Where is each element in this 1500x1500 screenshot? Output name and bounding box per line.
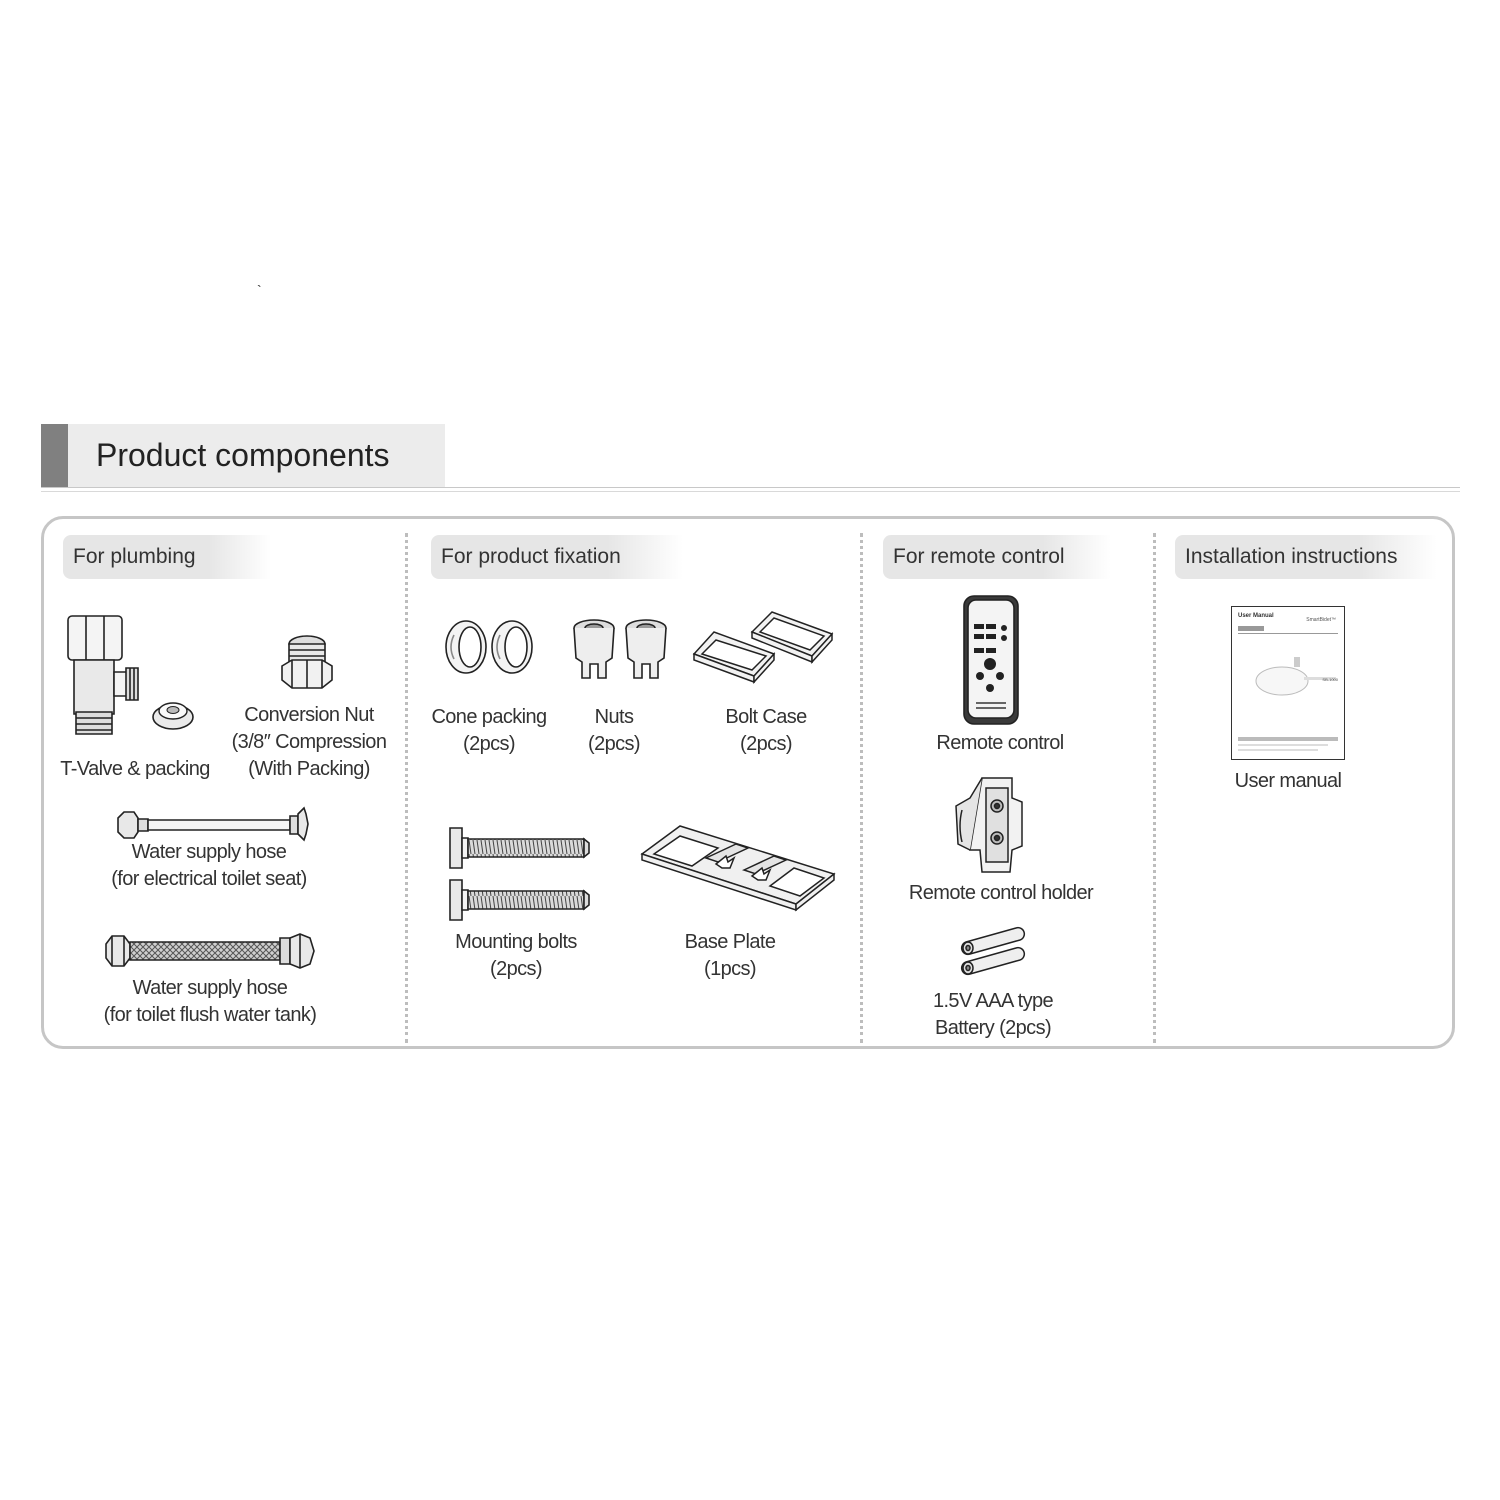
hose-tank-caption: Water supply hose (for toilet flush water tank)	[103, 977, 317, 1026]
conversion-nut-icon	[278, 632, 336, 692]
hose-electrical-caption: Water supply hose (for electrical toilet seat)	[111, 841, 307, 890]
bolt-case-caption: Bolt Case (2pcs)	[725, 706, 807, 755]
conversion-nut-caption: Conversion Nut (3/8″ Compression (With Packing)	[231, 704, 387, 780]
stray-mark: `	[257, 282, 262, 298]
remote-icon	[962, 594, 1022, 726]
fixation-section-label: For product fixation	[431, 535, 683, 579]
instructions-section-label: Installation instructions	[1175, 535, 1437, 579]
manual-cover-brand: SmartBidet™	[1306, 617, 1336, 623]
toilet-seat-illustration	[1254, 651, 1338, 699]
column-divider	[405, 533, 408, 1043]
header-rule	[41, 487, 1460, 488]
nuts-caption: Nuts (2pcs)	[588, 706, 640, 755]
remote-holder-icon	[952, 776, 1024, 878]
nut-icon	[572, 618, 670, 682]
remote-holder-caption: Remote control holder	[908, 882, 1094, 904]
manual-cover-footer-line	[1238, 749, 1318, 751]
t-valve-caption: T-Valve & packing	[60, 758, 210, 780]
remote-section-label: For remote control	[883, 535, 1111, 579]
user-manual-icon	[1231, 606, 1345, 760]
manual-cover-footer-line	[1238, 744, 1328, 746]
base-plate-icon	[640, 824, 836, 926]
t-valve-icon	[62, 612, 142, 740]
manual-cover-title: User Manual	[1238, 613, 1274, 619]
header-rule-secondary	[41, 491, 1460, 492]
user-manual-caption: User manual	[1234, 770, 1342, 792]
remote-caption: Remote control	[936, 732, 1064, 754]
manual-cover-bar	[1238, 626, 1264, 631]
page-title: Product components	[96, 437, 390, 473]
mounting-bolts-caption: Mounting bolts (2pcs)	[455, 931, 577, 980]
battery-icon	[958, 926, 1028, 976]
supply-hose-icon	[116, 806, 310, 842]
packing-ring-icon	[150, 697, 196, 731]
braided-hose-icon	[104, 932, 316, 970]
cone-packing-icon	[444, 619, 536, 675]
manual-cover-footer-bar	[1238, 737, 1338, 741]
bolt-case-icon	[692, 610, 834, 688]
column-divider	[1153, 533, 1156, 1043]
mounting-bolt-icon	[448, 826, 592, 922]
plumbing-section-label: For plumbing	[63, 535, 271, 579]
battery-caption: 1.5V AAA type Battery (2pcs)	[932, 990, 1054, 1039]
column-divider	[860, 533, 863, 1043]
cone-packing-caption: Cone packing (2pcs)	[431, 706, 547, 755]
manual-cover-header	[1238, 613, 1338, 634]
section-header-accent	[41, 424, 68, 487]
manual-cover-model: SB-1000	[1322, 677, 1338, 682]
base-plate-caption: Base Plate (1pcs)	[684, 931, 776, 980]
